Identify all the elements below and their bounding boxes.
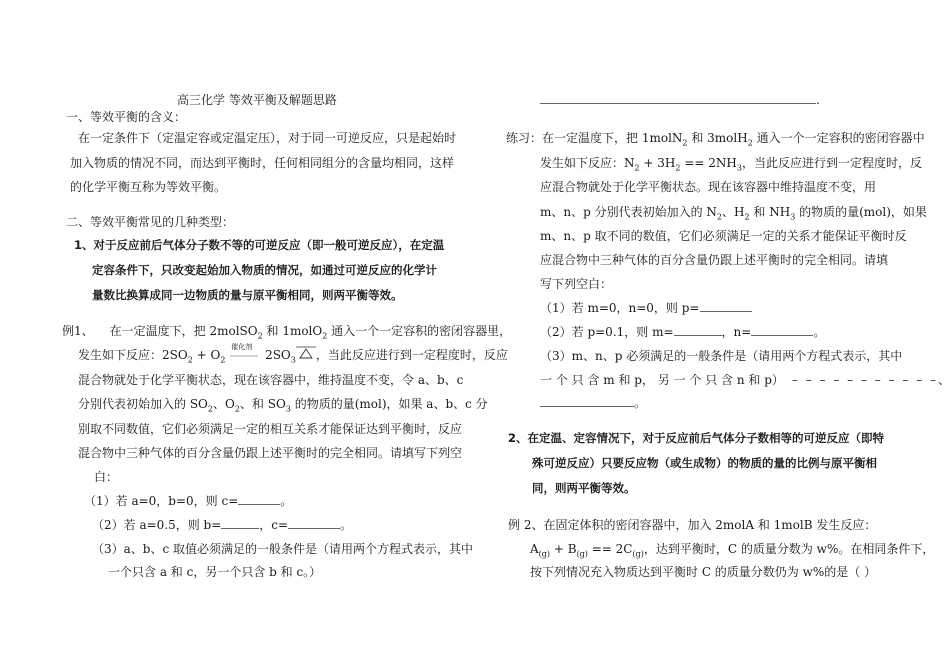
practice-question-3-blank — [540, 397, 646, 409]
text: == 2C — [587, 542, 633, 556]
subscript: 2 — [322, 331, 328, 341]
question-1 — [84, 495, 292, 507]
reversible-arrow-icon — [229, 353, 259, 359]
question-3: （3）a、b、c 取值必须满足的一般条件是（请用两个方程式表示，其中 — [92, 542, 474, 556]
catalyst-arrow — [229, 342, 261, 362]
practice-line — [540, 205, 927, 222]
practice-question-3-cont — [540, 374, 950, 386]
example-1-line: 混合物就处于化学平衡状态，现在该容器中，维持温度不变，令 a、b、c — [78, 373, 464, 387]
subscript: 2 — [675, 163, 681, 173]
text: ，达到平衡时，C 的质量分数为 w%。在相同条件下， — [643, 542, 935, 556]
text: ，n= — [721, 325, 752, 339]
rule-1-line: 1、对于反应前后气体分子数不等的可逆反应（即一般可逆反应），在定温 — [74, 238, 445, 252]
question-2 — [92, 519, 352, 531]
text: 、O — [212, 397, 235, 411]
section-1-line: 的化学平衡互称为等效平衡。 — [70, 180, 227, 194]
text: 2SO — [265, 348, 291, 362]
subscript: 2 — [744, 212, 750, 222]
subscript: 2 — [716, 212, 723, 222]
subscript: 3 — [790, 212, 796, 222]
example-1-line-2 — [78, 342, 508, 365]
text: 、H — [722, 205, 745, 219]
practice-line-1 — [506, 131, 925, 148]
subscript: 2 — [207, 404, 213, 414]
subscript: 2 — [220, 355, 226, 365]
subscript: 2 — [257, 331, 263, 341]
text: 和 1molO — [262, 324, 323, 338]
practice-line: 应混合物中三种气体的百分含量仍跟上述平衡时的完全相同。请填 — [540, 253, 889, 267]
text: 的物质的量(mol)，如果 — [795, 205, 927, 219]
subscript: 2 — [187, 355, 193, 365]
subscript: 2 — [234, 404, 240, 414]
text: 。 — [634, 396, 647, 410]
answer-blank[interactable] — [700, 311, 752, 312]
rule-2-line: 2、在定温、定容情况下，对于反应前后气体分子数相等的可逆反应（即特 — [508, 431, 884, 445]
text: A — [530, 542, 539, 556]
text: 的物质的量(mol)，如果 a、b、c 分 — [290, 397, 488, 411]
rule-2-line: 殊可逆反应）只要反应物（或生成物）的物质的量的比例与原平衡相 — [532, 456, 877, 470]
question-3-cont: 一个只含 a 和 c，另一个只含 b 和 c。） — [108, 565, 322, 579]
example-1-line-1 — [62, 324, 512, 341]
question-text: （1）若 m=0，n=0，则 p= — [540, 301, 700, 315]
text: 。 — [813, 325, 826, 339]
text: 。 — [280, 494, 293, 508]
answer-blank[interactable] — [751, 335, 813, 336]
question-text: （2）若 a=0.5，则 b= — [92, 518, 222, 532]
question-text: （2）若 p=0.1，则 m= — [540, 325, 674, 339]
example-2-line-1: 例 2、在固定体积的密闭容器中，加入 2molA 和 1molB 发生反应： — [508, 518, 877, 532]
text: 和 3molH — [687, 131, 748, 145]
practice-label: 练习： — [506, 131, 543, 145]
answer-blank[interactable] — [540, 103, 816, 104]
section-1-heading: 一、等效平衡的含义： — [66, 110, 187, 124]
rule-2-line: 同，则两平衡等效。 — [532, 481, 636, 495]
practice-line: m、n、p 取不同的数值，它们必须满足一定的关系才能保证平衡时反 — [540, 229, 907, 243]
answer-blank-line[interactable] — [540, 94, 820, 106]
text: 一 个 只 含 m 和 p， 另 一 个 只 含 n 和 p） — [540, 373, 784, 387]
answer-blank[interactable]: – – – – – – – – – – – — [791, 373, 939, 387]
example-2-line-2 — [530, 542, 935, 559]
rule-1-line: 量数比换算成同一边物质的量与原平衡相同，则两平衡等效。 — [92, 288, 403, 302]
example-1-line — [78, 397, 488, 414]
subscript: (g) — [576, 549, 588, 559]
practice-line-2 — [540, 156, 922, 173]
heat-delta-icon — [296, 350, 316, 362]
subscript: 2 — [634, 163, 640, 173]
answer-blank[interactable] — [540, 406, 634, 407]
text: 和 NH — [749, 205, 791, 219]
text: 在一定温度下，把 2molSO — [109, 324, 258, 338]
practice-line: 应混合物就处于化学平衡状态。现在该容器中维持温度不变，用 — [540, 180, 877, 194]
example-label: 例1、 — [62, 324, 94, 338]
text: 分别代表初始加入的 SO — [78, 397, 208, 411]
subscript: (g) — [538, 549, 551, 559]
section-2-heading: 二、等效平衡常见的几种类型： — [66, 215, 235, 229]
practice-question-3: （3）m、n、p 必须满足的一般条件是（请用两个方程式表示，其中 — [540, 349, 903, 363]
subscript: 2 — [682, 138, 688, 148]
text: 发生如下反应：N — [540, 156, 635, 170]
practice-line: 写下列空白： — [540, 277, 613, 291]
page-title: 高三化学 等效平衡及解题思路 — [177, 93, 337, 107]
subscript: 2 — [747, 138, 753, 148]
subscript: 3 — [736, 163, 742, 173]
text: m、n、p 分别代表初始加入的 N — [540, 205, 717, 219]
example-1-line: 白： — [94, 470, 119, 484]
text: ，当此反应进行到一定程度时，反 — [741, 156, 922, 170]
section-1-line: 在一定条件下（定温定容或定温定压），对于同一可逆反应，只是起始时 — [78, 131, 457, 145]
example-1-line: 混合物中三种气体的百分含量仍跟上述平衡时的完全相同。请填写下列空 — [78, 446, 463, 460]
answer-blank[interactable] — [288, 528, 340, 529]
example-1-line: 别取不同数值，它们必须满足一定的相互关系才能保证达到平衡时，反应 — [78, 422, 463, 436]
practice-question-2 — [540, 326, 825, 338]
answer-blank[interactable] — [674, 335, 722, 336]
text: 通入一个一定容积的密闭容器中 — [752, 131, 925, 145]
subscript: (g) — [632, 549, 644, 559]
text: ，c= — [259, 518, 289, 532]
text: 发生如下反应：2SO — [78, 348, 188, 362]
subscript: 3 — [290, 355, 296, 365]
text: 、和 SO — [239, 397, 286, 411]
rule-1-line: 定容条件下，只改变起始加入物质的情况，如通过可逆反应的化学计 — [92, 263, 437, 277]
text: + B — [550, 542, 577, 556]
text: + 3H — [639, 156, 676, 170]
text: 。 — [340, 518, 353, 532]
subscript: 3 — [285, 404, 291, 414]
text: ，当此反应进行到一定程度时，反应 — [315, 348, 508, 362]
text: == 2NH — [680, 156, 737, 170]
period: . — [816, 93, 820, 107]
text: + O — [192, 348, 221, 362]
text: 通入一个一定容积的密闭容器里， — [327, 324, 512, 338]
text: 在一定温度下，把 1molN — [542, 131, 683, 145]
section-1-line: 加入物质的情况不同，而达到平衡时，任何相同组分的含量均相同，这样 — [70, 156, 455, 170]
catalyst-label: 催化剂 — [231, 342, 253, 351]
practice-question-1 — [540, 302, 752, 314]
answer-blank[interactable] — [221, 528, 259, 529]
answer-blank[interactable] — [238, 504, 280, 505]
example-2-line-3: 按下列情况充入物质达到平衡时 C 的质量分数仍为 w%的是（ ） — [530, 565, 877, 579]
text: 、 — [938, 373, 950, 387]
question-text: （1）若 a=0，b=0，则 c= — [84, 494, 239, 508]
